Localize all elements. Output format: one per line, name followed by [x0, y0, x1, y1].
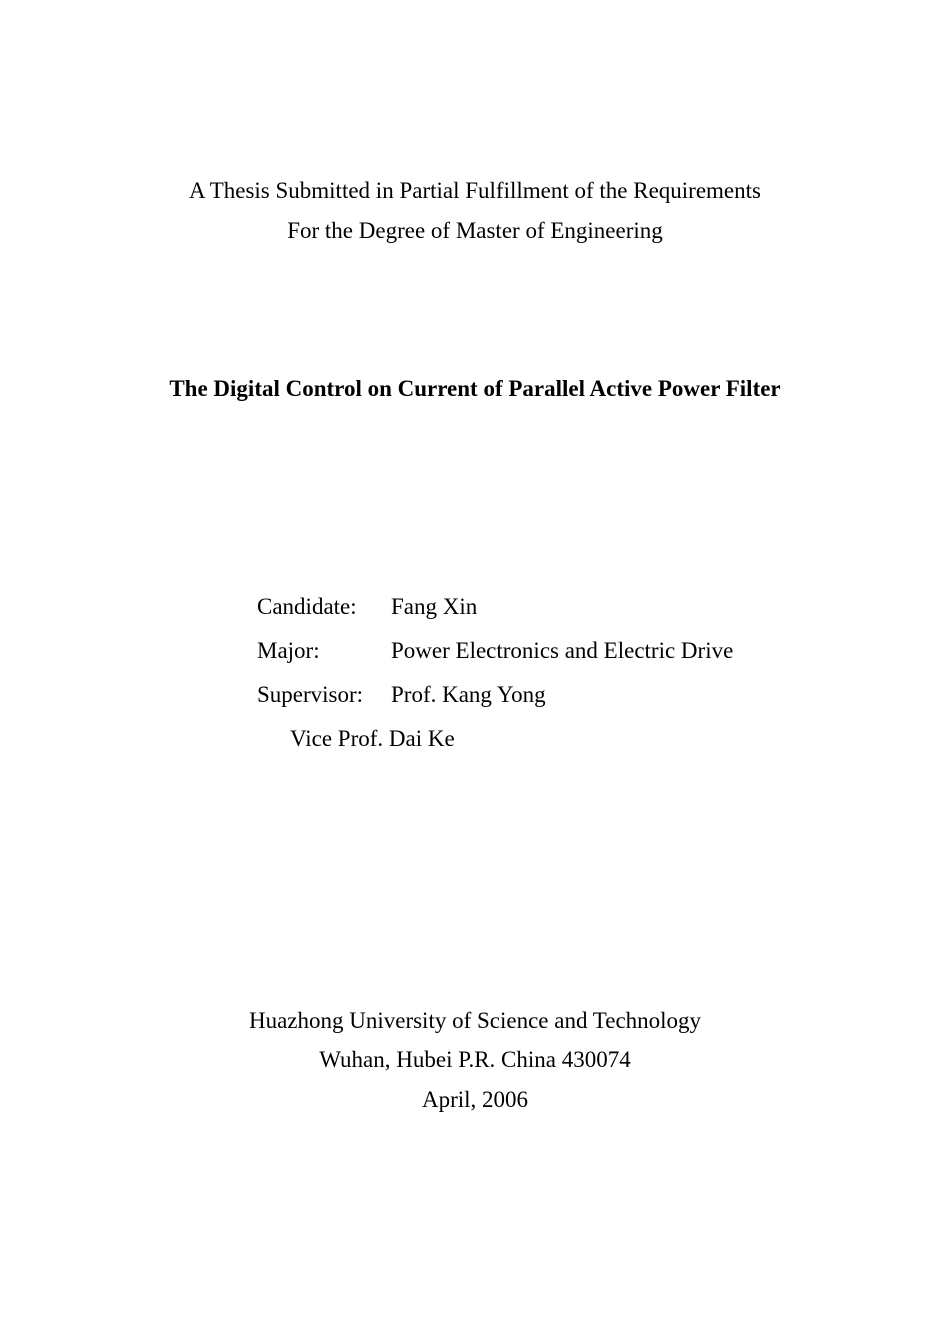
major-row	[257, 637, 733, 665]
thesis-title: The Digital Control on Current of Parallel Active Power Filter	[169, 376, 781, 401]
supervisor-row	[257, 681, 546, 709]
candidate-row	[257, 593, 477, 621]
co-supervisor-value: Vice Prof. Dai Ke	[290, 726, 455, 751]
supervisor-label: Supervisor:	[257, 682, 364, 707]
major-label: Major:	[257, 638, 320, 663]
university-address: Wuhan, Hubei P.R. China 430074	[319, 1047, 631, 1072]
university-name: Huazhong University of Science and Technology	[248, 1008, 702, 1033]
supervisor-value: Prof. Kang Yong	[391, 682, 546, 707]
submission-date: April, 2006	[421, 1087, 529, 1112]
degree-statement-line-2: For the Degree of Master of Engineering	[287, 218, 663, 243]
candidate-label: Candidate:	[257, 594, 357, 619]
major-value: Power Electronics and Electric Drive	[391, 638, 734, 663]
candidate-value: Fang Xin	[391, 594, 478, 619]
degree-statement-line-1: A Thesis Submitted in Partial Fulfillment of the Requirements	[189, 178, 761, 203]
